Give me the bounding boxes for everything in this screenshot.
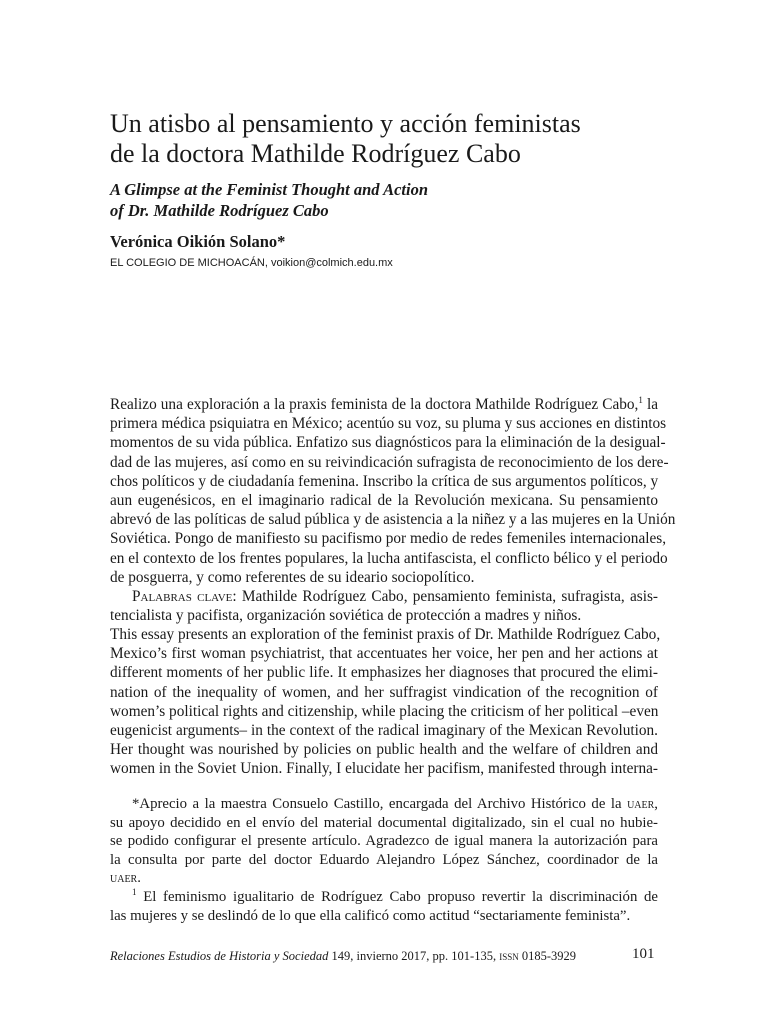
- subtitle-line-1: A Glimpse at the Feminist Thought and Action: [110, 180, 428, 199]
- title-line-1: Un atisbo al pensamiento y acción feministas: [110, 109, 581, 138]
- author-affiliation: EL COLEGIO DE MICHOACÁN, voikion@colmich.edu.mx: [110, 257, 393, 269]
- abstract-es-line: en el contexto de los frentes populares, la lucha antifascista, el conflicto bélico y el periodo: [110, 549, 668, 567]
- keywords-line-2: tencialista y pacifista, organización soviética de protección a madres y niños.: [110, 607, 582, 625]
- running-footer: [110, 949, 576, 964]
- article-title: [110, 109, 670, 169]
- abstract-en-line: eugenicist arguments– in the context of the radical imaginary of the Mexican Revolution.: [110, 722, 658, 740]
- footnote-star-line: *Aprecio a la maestra Consuelo Castillo, encargada del Archivo Histórico de la uaer,: [132, 796, 658, 812]
- keywords-line-1: Palabras clave: Mathilde Rodríguez Cabo, pensamiento feminista, sufragista, asis-: [132, 588, 659, 606]
- footnotes: [110, 795, 658, 925]
- issn-value: 0185-3929: [521, 949, 577, 963]
- footnote-star-line: su apoyo decidido en el envío del material documental digitalizado, sin el cual no hubie-: [110, 814, 658, 831]
- abstract-en-line: Mexico’s first woman psychiatrist, that accentuates her voice, her pen and her actions at: [110, 645, 658, 663]
- abstract-en-line: nation of the inequality of women, and her suffragist vindication of the recognition of: [110, 683, 658, 701]
- footnote-star-line: se podido configurar el presente artículo. Agradezco de igual manera la autorización para: [110, 833, 658, 850]
- abstract-es-line: Realizo una exploración a la praxis feminista de la doctora Mathilde Rodríguez Cabo,$^1$ la: [110, 394, 658, 413]
- issue-details: 149, invierno 2017, pp. 101-135,: [331, 949, 497, 963]
- abstract-es-line: de posguerra, y como referentes de su ideario sociopolítico.: [110, 568, 475, 586]
- author-name: Verónica Oikión Solano*: [110, 232, 286, 251]
- footnote-ref-1[interactable]: 1: [638, 394, 643, 405]
- title-line-2: de la doctora Mathilde Rodríguez Cabo: [110, 139, 521, 168]
- article-subtitle-english: [110, 179, 670, 221]
- footnote-1-line: las mujeres y se deslindó de lo que ella calificó como actitud “sectariamente feminista”.: [110, 907, 631, 924]
- footnote-star-line: uaer.: [110, 870, 141, 887]
- abstract-en-line: Her thought was nourished by policies on public health and the welfare of children and: [110, 741, 658, 759]
- keywords-label: Palabras clave:: [132, 588, 237, 606]
- abstract-es-line: aun eugenésicos, en el imaginario radical de la Revolución mexicana. Su pensamiento: [110, 492, 658, 510]
- abstract-es-line: chos políticos y de ciudadanía femenina. Inscribo la crítica de sus argumentos políticos, y: [110, 472, 659, 490]
- subtitle-line-2: of Dr. Mathilde Rodríguez Cabo: [110, 201, 329, 220]
- page-number: 101: [632, 946, 655, 962]
- abstract-en-line: different moments of her public life. It emphasizes her diagnoses that procured the elimi-: [110, 664, 658, 682]
- abstract-es-line: dad de las mujeres, así como en su reivindicación sufragista de reconocimiento de los dere-: [110, 453, 669, 471]
- footnote-1-mark: 1: [132, 887, 137, 898]
- abstract-english: [110, 625, 661, 779]
- footnote-star-line: la consulta por parte del doctor Eduardo Alejandro López Sánchez, coordinador de la: [110, 851, 658, 868]
- abstract-spanish: [110, 394, 676, 625]
- abstract-es-line: abrevó de las políticas de salud pública y de asistencia a la niñez y a las mujeres en la Unión: [110, 511, 676, 529]
- abstract-es-line: primera médica psiquiatra en México; acentúo su voz, su pluma y sus acciones en distintos: [110, 415, 667, 433]
- journal-name: Relaciones Estudios de Historia y Sociedad: [110, 949, 329, 963]
- abstract-es-line: momentos de su vida pública. Enfatizo sus diagnósticos para la eliminación de la desigual-: [110, 434, 666, 452]
- footnote-1-line: $^1$ El feminismo igualitario de Rodríguez Cabo propuso revertir la discriminación de: [132, 887, 658, 905]
- abstract-es-line: Soviética. Pongo de manifiesto su pacifismo por medio de redes femeniles internacionales,: [110, 530, 667, 548]
- abstract-en-line: This essay presents an exploration of the feminist praxis of Dr. Mathilde Rodríguez Cabo,: [110, 626, 661, 643]
- abstract-en-line: women in the Soviet Union. Finally, I elucidate her pacifism, manifested through interna-: [110, 760, 658, 778]
- abstract-en-line: women’s political rights and citizenship, while placing the criticism of her political –even: [110, 702, 659, 720]
- issn-label: issn: [499, 949, 519, 963]
